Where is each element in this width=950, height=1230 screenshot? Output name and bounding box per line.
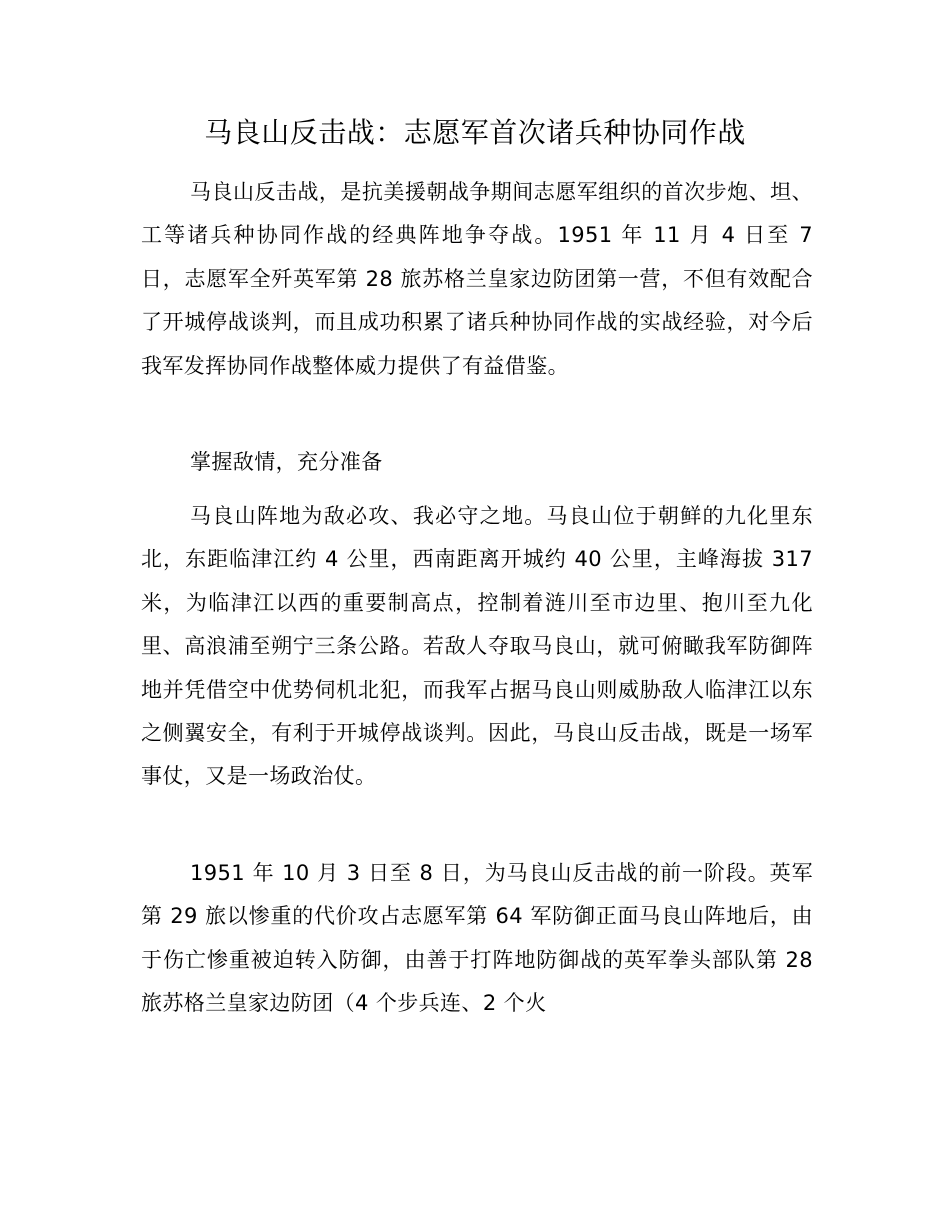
document-title: 马良山反击战：志愿军首次诸兵种协同作战 bbox=[204, 116, 746, 149]
paragraph-intro: 马良山反击战，是抗美援朝战争期间志愿军组织的首次步炮、坦、工等诸兵种协同作战的经典阵地争夺战。1951 年 11 月 4 日至 7 日，志愿军全歼英军第 28 旅苏格兰皇家边防团第一营，不但有效配合了开城停战谈判，而且成功积累了诸兵种协同作战的实战经验，对今后我军发挥协同作战整体威力提供了有益借鉴。 bbox=[141, 180, 813, 378]
section-heading: 掌握敌情，充分准备 bbox=[190, 450, 383, 474]
paragraph-terrain: 马良山阵地为敌必攻、我必守之地。马良山位于朝鲜的九化里东北，东距临津江约 4 公里，西南距离开城约 40 公里，主峰海拔 317 米，为临津江以西的重要制高点，控制着涟川至市边里、抱川至九化里、高浪浦至朔宁三条公路。若敌人夺取马良山，就可俯瞰我军防御阵地并凭借空中优势伺机北犯，而我军占据马良山则威胁敌人临津江以东之侧翼安全，有利于开城停战谈判。因此，马良山反击战，既是一场军事仗，又是一场政治仗。 bbox=[141, 504, 813, 789]
paragraph-first-phase: 1951 年 10 月 3 日至 8 日，为马良山反击战的前一阶段。英军第 29 旅以惨重的代价攻占志愿军第 64 军防御正面马良山阵地后，由于伤亡惨重被迫转入防御，由善于打阵地防御战的英军拳头部队第 28 旅苏格兰皇家边防团（4 个步兵连、2 个火 bbox=[141, 861, 813, 1016]
